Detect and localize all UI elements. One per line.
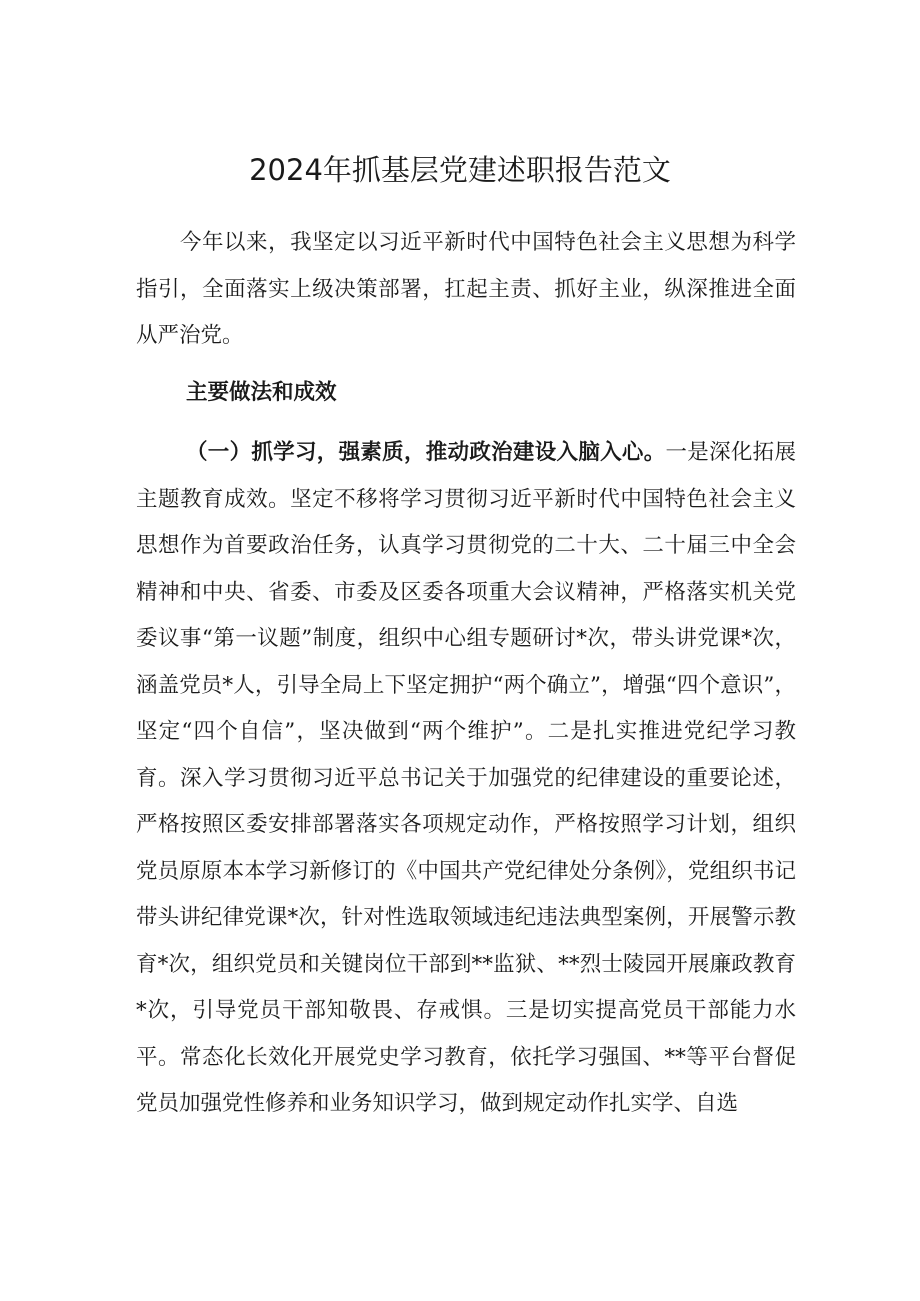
document-title: 2024年抓基层党建述职报告范文 [249,153,671,187]
subsection-paragraph [136,430,796,1128]
subsection-title: （一）抓学习，强素质，推动政治建设入脑入心。 [186,440,666,465]
intro-paragraph: 今年以来，我坚定以习近平新时代中国特色社会主义思想为科学指引，全面落实上级决策部署，扛起主责、抓好主业，纵深推进全面从严治党。 [136,230,796,348]
subsection-body: 一是深化拓展主题教育成效。坚定不移将学习贯彻习近平新时代中国特色社会主义思想作为首要政治任务，认真学习贯彻党的二十大、二十届三中全会精神和中央、省委、市委及区委各项重大会议精神，严格落实机关党委议事“第一议题”制度，组织中心组专题研讨*次，带头讲党课*次，涵盖党员*人，引导全局上下坚定拥护“两个确立”，增强“四个意识”，坚定“四个自信”，坚决做到“两个维护”。二是扎实推进党纪学习教育。深入学习贯彻习近平总书记关于加强党的纪律建设的重要论述，严格按照区委安排部署落实各项规定动作，严格按照学习计划，组织党员原原本本学习新修订的《中国共产党纪律处分条例》，党组织书记带头讲纪律党课*次，针对性选取领域违纪违法典型案例，开展警示教育*次，组织党员和关键岗位干部到**监狱、**烈士陵园开展廉政教育*次，引导党员干部知敬畏、存戒惧。三是切实提高党员干部能力水平。常态化长效化开展党史学习教育，依托学习强国、**等平台督促党员加强党性修养和业务知识学习，做到规定动作扎实学、自选 [136,440,796,1116]
section-heading: 主要做法和成效 [186,380,337,405]
